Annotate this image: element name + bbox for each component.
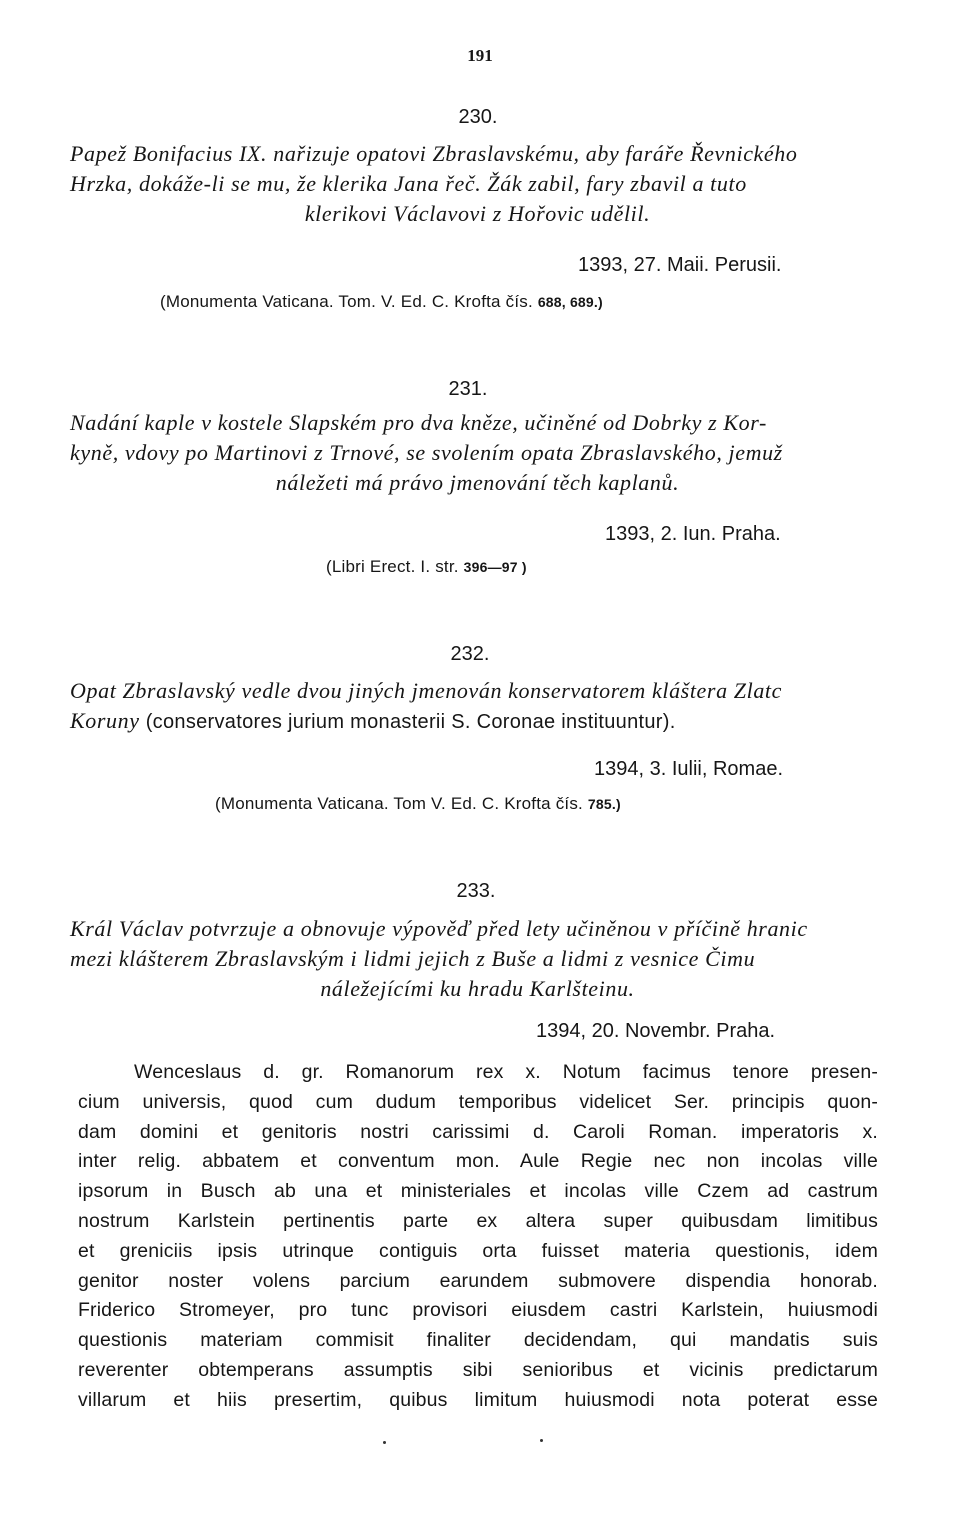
source-text: (Monumenta Vaticana. Tom. V. Ed. C. Krofta čís. [160,292,533,311]
entry-number: 232. [450,643,490,665]
heading-line: náležejícími ku hradu Karlšteinu. [320,976,635,1001]
entry-heading [70,139,885,229]
entry-source [160,292,603,312]
heading-line: náležeti má právo jmenování těch kaplanů. [275,470,680,495]
text-line: villarum et hiis presertim, quibus limitum huiusmodi nota poterat esse [78,1388,878,1411]
source-numbers: 785.) [587,796,621,812]
text-line: Wenceslaus d. gr. Romanorum rex x. Notum facimus tenore presen- [134,1061,878,1083]
source-numbers: 688, 689.) [537,294,603,310]
source-text: (Libri Erect. I. str. [326,557,459,576]
entry-date: 1394, 20. Novembr. Praha. [536,1020,776,1042]
heading-line: Opat Zbraslavský vedle dvou jiných jmenován konservatorem kláštera Zlatc [70,678,783,703]
heading-line: Král Václav potvrzuje a obnovuje výpověď před lety učiněnou v příčině hranic [70,916,808,941]
entry-date: 1393, 27. Maii. Perusii. [578,254,782,276]
entry-date: 1393, 2. Iun. Praha. [605,523,781,545]
heading-line [70,706,885,737]
heading-latin: (conservatores jurium monasterii S. Coronae instituuntur). [145,711,676,733]
heading-line: klerikovi Václavovi z Hořovic udělil. [304,201,651,226]
text-line: et greniciis ipsis utrinque contiguis orta fuisset materia questionis, idem [78,1239,878,1262]
text-line: dam domini et genitoris nostri carissimi d. Caroli Roman. imperatoris x. [78,1120,878,1143]
charter-text [78,1058,878,1416]
print-speck [540,1439,543,1442]
heading-line: kyně, vdovy po Martinovi z Trnové, se svolením opata Zbraslavského, jemuž [70,440,783,465]
text-line: genitor noster volens parcium earundem submovere dispendia honorab. [78,1269,878,1292]
text-line: questionis materiam commisit finaliter decidendam, qui mandatis suis [78,1329,878,1352]
text-line: inter relig. abbatem et conventum mon. Aule Regie nec non incolas ville [78,1150,878,1173]
text-line: reverenter obtemperans assumptis sibi senioribus et vicinis predictarum [78,1358,878,1381]
heading-italic: Koruny [70,708,140,733]
heading-line: Nadání kaple v kostele Slapském pro dva kněze, učiněné od Dobrky z Kor- [70,410,767,435]
entry-number: 233. [456,880,496,902]
entry-number: 231. [448,378,488,400]
entry-heading [70,914,885,1004]
heading-line: mezi klášterem Zbraslavským i lidmi jejich z Buše a lidmi z vesnice Čimu [70,946,756,971]
text-line: Friderico Stromeyer, pro tunc provisori eiusdem castri Karlstein, huiusmodi [78,1299,878,1322]
entry-number: 230. [458,106,498,128]
entry-source [326,557,527,577]
entry-source [215,794,621,814]
source-numbers: 396—97 ) [463,559,527,575]
heading-line: Papež Bonifacius IX. nařizuje opatovi Zbraslavskému, aby faráře Řevnického [70,141,798,166]
heading-line: Hrzka, dokáže-li se mu, že klerika Jana řeč. Žák zabil, fary zbavil a tuto [70,171,747,196]
entry-heading [70,408,885,498]
print-speck [383,1441,386,1444]
entry-date: 1394, 3. Iulii, Romae. [594,758,783,780]
source-text: (Monumenta Vaticana. Tom V. Ed. C. Krofta čís. [215,794,583,813]
text-line: cium universis, quod cum dudum temporibus videlicet Ser. principis quon- [78,1090,878,1113]
entry-heading [70,676,885,737]
page-number: 191 [467,46,493,65]
text-line: ipsorum in Busch ab una et ministeriales et incolas ville Czem ad castrum [78,1180,878,1203]
text-line: nostrum Karlstein pertinentis parte ex altera super quibusdam limitibus [78,1209,878,1232]
